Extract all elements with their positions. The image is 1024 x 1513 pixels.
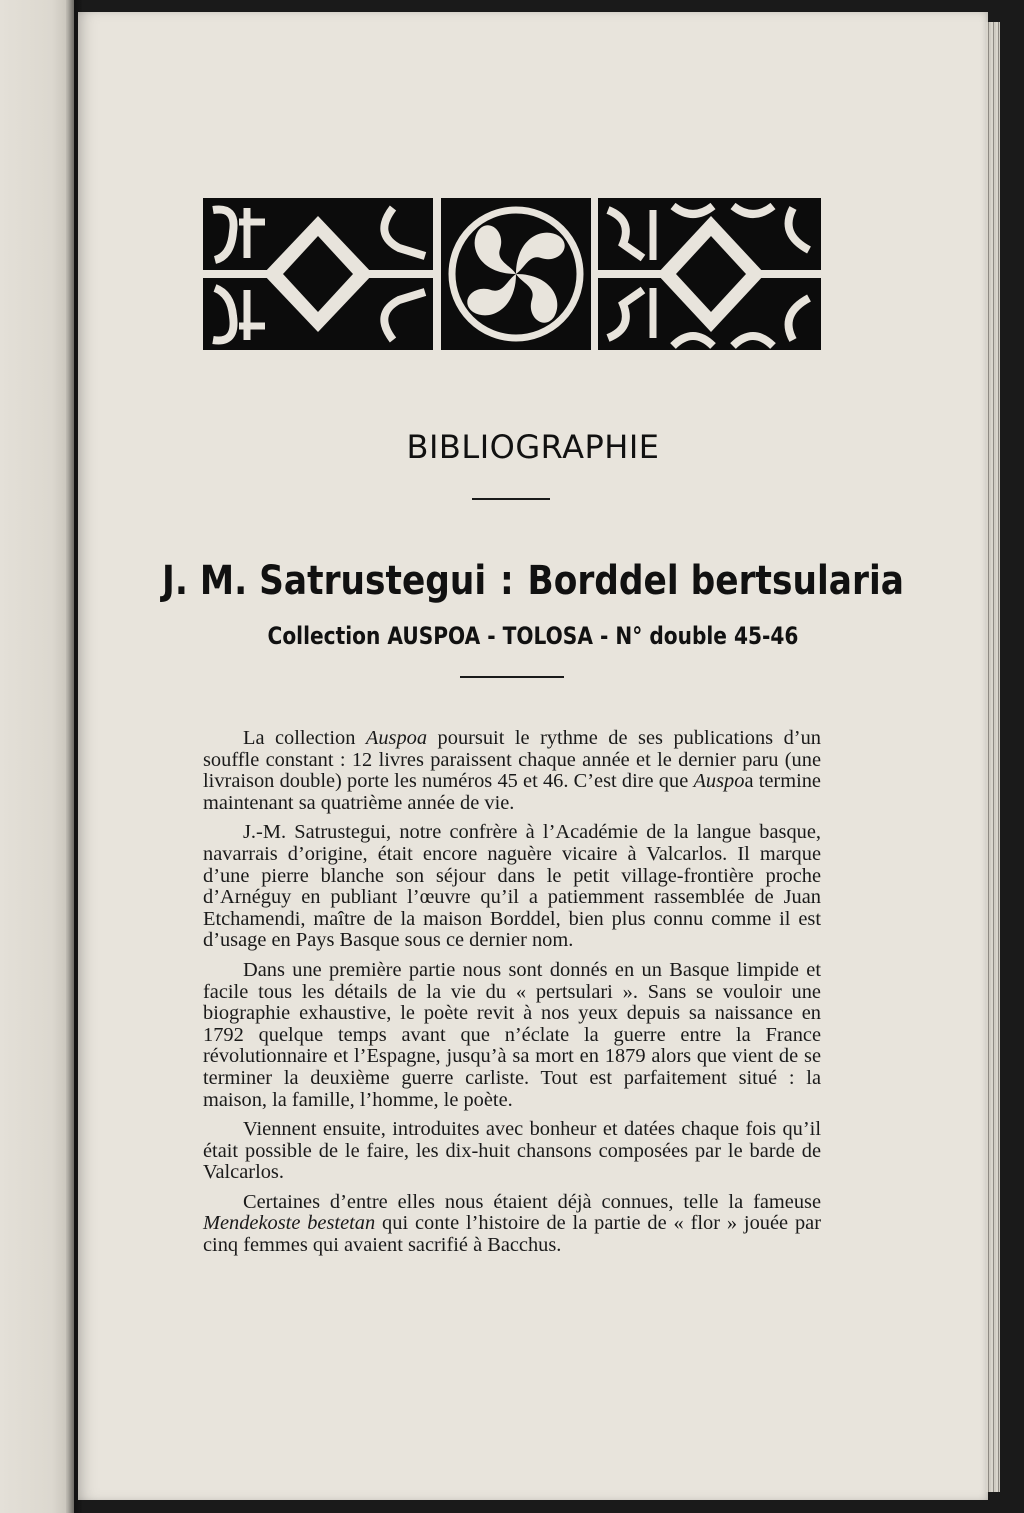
title-author: J. M. Satrustegui <box>162 558 487 604</box>
subtitle-number: N° double 45-46 <box>615 622 799 650</box>
text-segment: poursuit le rythme de ses publications d’un souffle constant : 12 livres paraissent chaque année et le dernier paru (une livraison double) porte les numéros 45 et 46. C’est dire que <box>203 727 821 793</box>
text-segment: a termine maintenant sa quatrième année de vie. <box>203 770 821 814</box>
body-paragraph <box>203 728 821 814</box>
italic-text-segment: Mendekoste bestetan <box>203 1212 376 1235</box>
text-segment: Dans une première partie nous sont donnés en un Basque limpide et facile tous les détails de la vie du « pertsulari ». Sans se vouloir une biographie exhaustive, le poète revit à nos yeux depuis sa naissance en 1792 quelque temps avant que n’éclate la guerre entre la France révolutionnaire et l’Espagne, jusqu’à sa mort en 1879 alors que vient de se terminer la deuxième guerre carliste. Tout est parfaitement situé : la maison, la famille, l’homme, le poète. <box>203 958 821 1111</box>
article-body <box>203 728 821 1265</box>
body-paragraph <box>203 1119 821 1184</box>
text-segment: qui conte l’histoire de la partie de « flor » jouée par cinq femmes qui avaient sacrifié à Bacchus. <box>203 1212 821 1257</box>
heading-divider <box>472 498 550 500</box>
italic-text-segment: Auspoa <box>365 727 428 749</box>
text-segment: J.-M. Satrustegui, notre confrère à l’Académie de la langue basque, navarrais d’origine, était encore naguère vicaire à Valcarlos. Il marque d’une pierre blanche son séjour dans le petit village-frontière proche d’Arnéguy en publiant l’œuvre qu’il a patiemment rassemblée de Juan Etchamendi, maître de la maison Borddel, bien plus connu comme il est d’usage en Pays Basque sous ce dernier nom. <box>203 821 821 952</box>
article-title <box>142 558 925 604</box>
subtitle-collection: Collection AUSPOA <box>267 622 481 650</box>
title-separator: : <box>499 558 514 604</box>
article-subtitle <box>151 622 915 650</box>
subtitle-separator: - <box>487 622 496 650</box>
title-work: Borddel bertsularia <box>527 558 904 604</box>
text-segment: La collection <box>243 727 366 749</box>
body-paragraph <box>203 960 821 1111</box>
left-page-edge <box>0 0 74 1513</box>
decorative-basque-banner <box>203 198 821 350</box>
text-segment: Viennent ensuite, introduites avec bonheur et datées chaque fois qu’il était possible de le faire, les dix-huit chansons composées par le barde de Valcarlos. <box>203 1118 821 1184</box>
italic-text-segment: Auspo <box>693 770 745 793</box>
body-paragraph <box>203 822 821 952</box>
page-edge-strips <box>986 22 1000 1492</box>
section-heading: BIBLIOGRAPHIE <box>406 428 660 466</box>
text-segment: Certaines d’entre elles nous étaient déjà connues, telle la fameuse <box>243 1190 821 1213</box>
body-paragraph <box>203 1192 821 1257</box>
subtitle-separator: - <box>599 622 609 650</box>
title-divider <box>460 676 564 678</box>
subtitle-place: TOLOSA <box>502 622 593 650</box>
